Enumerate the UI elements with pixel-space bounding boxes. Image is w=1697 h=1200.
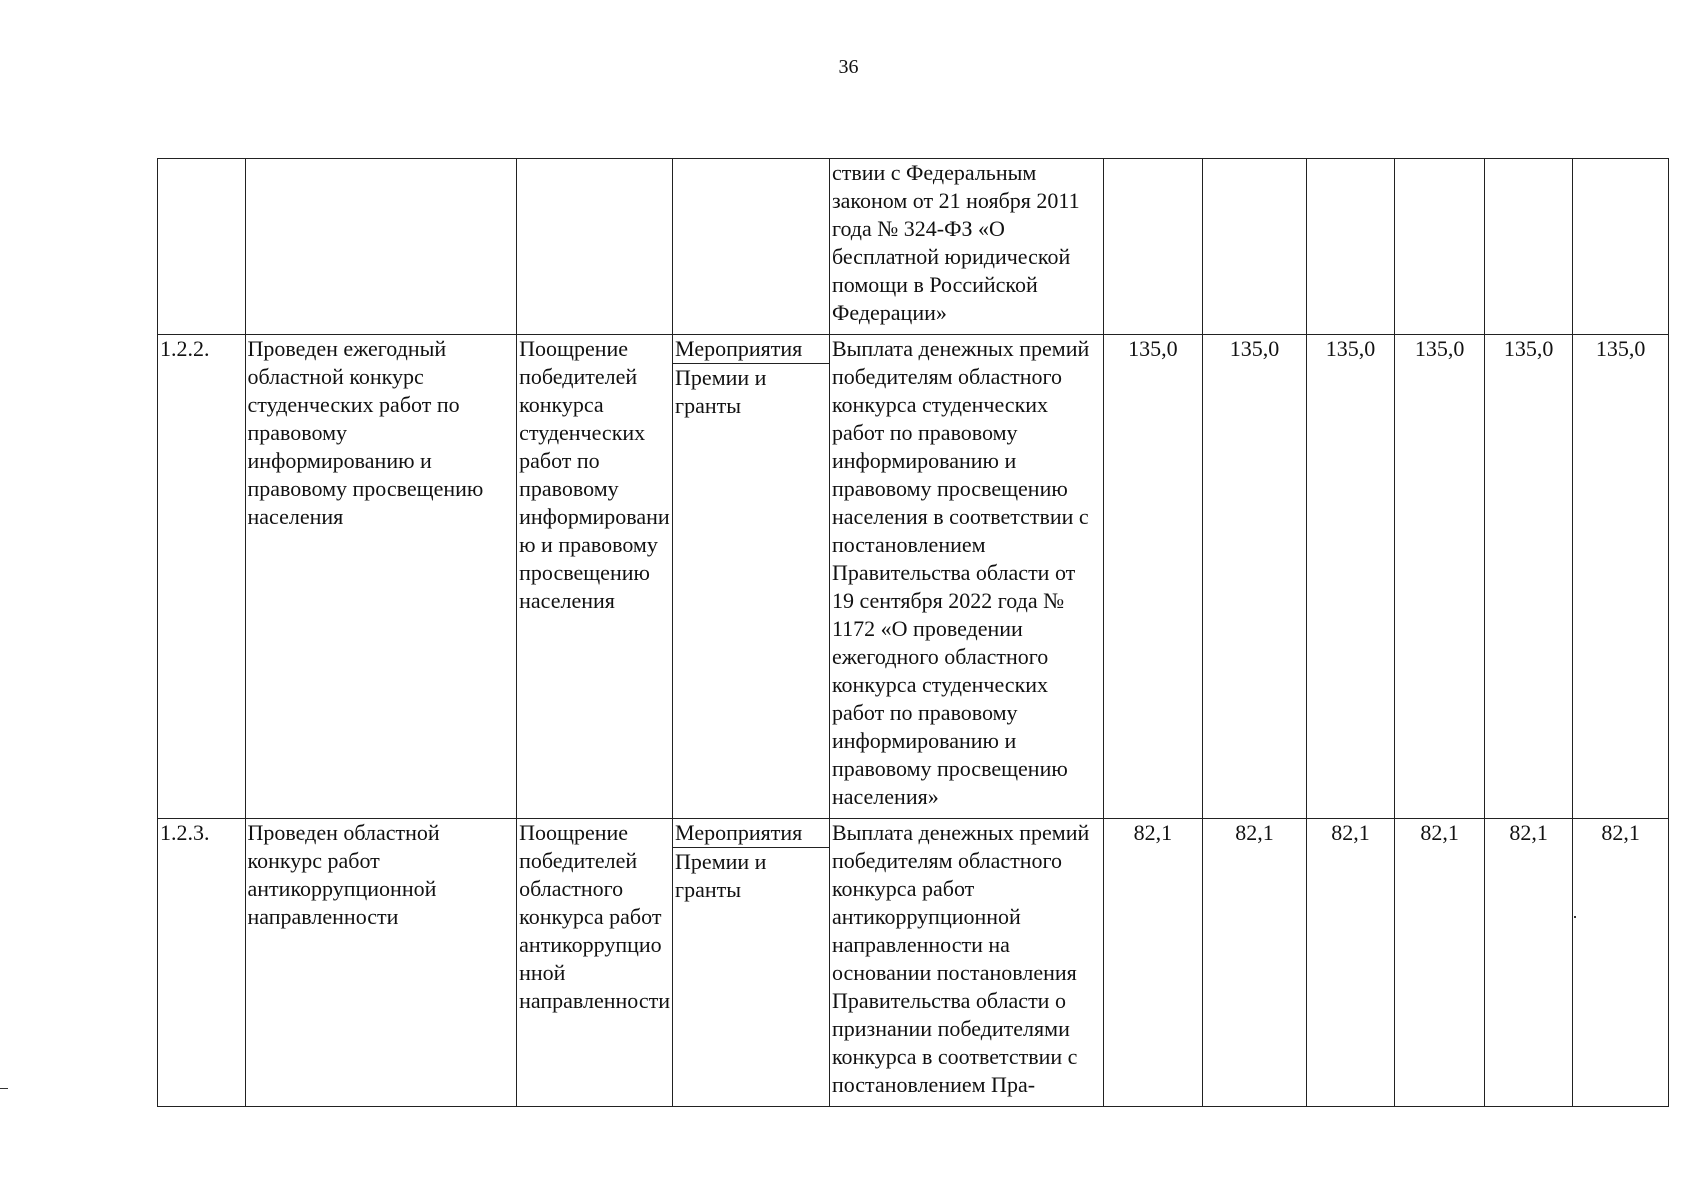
- result-cell: Проведен областной конкурс работ антикоррупционной направленности: [245, 819, 517, 1107]
- value-cell: 82,1: [1573, 819, 1669, 1107]
- row-number: 1.2.2.: [158, 335, 246, 819]
- value-cell: 82,1: [1306, 819, 1395, 1107]
- purpose-cell: Поощрение победителей конкурса студенческих работ по правовому информированию и правовому просвещению населения: [517, 335, 673, 819]
- value-cell: [1203, 159, 1307, 335]
- direction-cell: [673, 335, 830, 819]
- value-cell: 135,0: [1395, 335, 1485, 819]
- value-cell: [1573, 159, 1669, 335]
- value-cell: 82,1: [1484, 819, 1573, 1107]
- expense-type-label: Премии и гранты: [675, 365, 767, 418]
- value-cell: 82,1: [1203, 819, 1307, 1107]
- value-cell: 135,0: [1306, 335, 1395, 819]
- row-number: [158, 159, 246, 335]
- result-cell: Проведен ежегодный областной конкурс студенческих работ по правовому информированию и правовому просвещению населения: [245, 335, 517, 819]
- purpose-cell: [517, 159, 673, 335]
- scan-dot: [1574, 916, 1576, 918]
- value-cell: 135,0: [1203, 335, 1307, 819]
- table-row: [158, 335, 1669, 819]
- direction-cell: [673, 819, 830, 1107]
- value-cell: [1306, 159, 1395, 335]
- basis-cell: ствии с Федеральным законом от 21 ноября 2011 года № 324-ФЗ «О бесплатной юридической помощи в Российской Федерации»: [829, 159, 1103, 335]
- result-cell: [245, 159, 517, 335]
- table-row: [158, 159, 1669, 335]
- value-cell: [1484, 159, 1573, 335]
- row-number: 1.2.3.: [158, 819, 246, 1107]
- program-table: [157, 158, 1669, 1107]
- purpose-cell: Поощрение победителей областного конкурса работ антикоррупционной направленности: [517, 819, 673, 1107]
- value-cell: 135,0: [1103, 335, 1203, 819]
- table-row: [158, 819, 1669, 1107]
- scan-mark: [0, 1088, 8, 1089]
- page-number: 36: [838, 56, 859, 78]
- direction-cell: [673, 159, 830, 335]
- value-cell: 135,0: [1573, 335, 1669, 819]
- basis-cell: Выплата денежных премий победителям областного конкурса студенческих работ по правовому информированию и правовому просвещению населения в соответствии с постановлением Правительства области от 19 сентября 2022 года № 1172 «О проведении ежегодного областного конкурса студенческих работ по правовому информированию и правовому просвещению населения»: [829, 335, 1103, 819]
- value-cell: [1395, 159, 1485, 335]
- direction-label: Мероприятия: [673, 819, 829, 848]
- direction-label: Мероприятия: [673, 335, 829, 364]
- value-cell: [1103, 159, 1203, 335]
- value-cell: 135,0: [1484, 335, 1573, 819]
- value-cell: 82,1: [1395, 819, 1485, 1107]
- expense-type-label: Премии и гранты: [675, 849, 767, 902]
- value-cell: 82,1: [1103, 819, 1203, 1107]
- basis-cell: Выплата денежных премий победителям областного конкурса работ антикоррупционной направленности на основании постановления Правительства области о признании победителями конкурса в соответствии с постановлением Пра-: [829, 819, 1103, 1107]
